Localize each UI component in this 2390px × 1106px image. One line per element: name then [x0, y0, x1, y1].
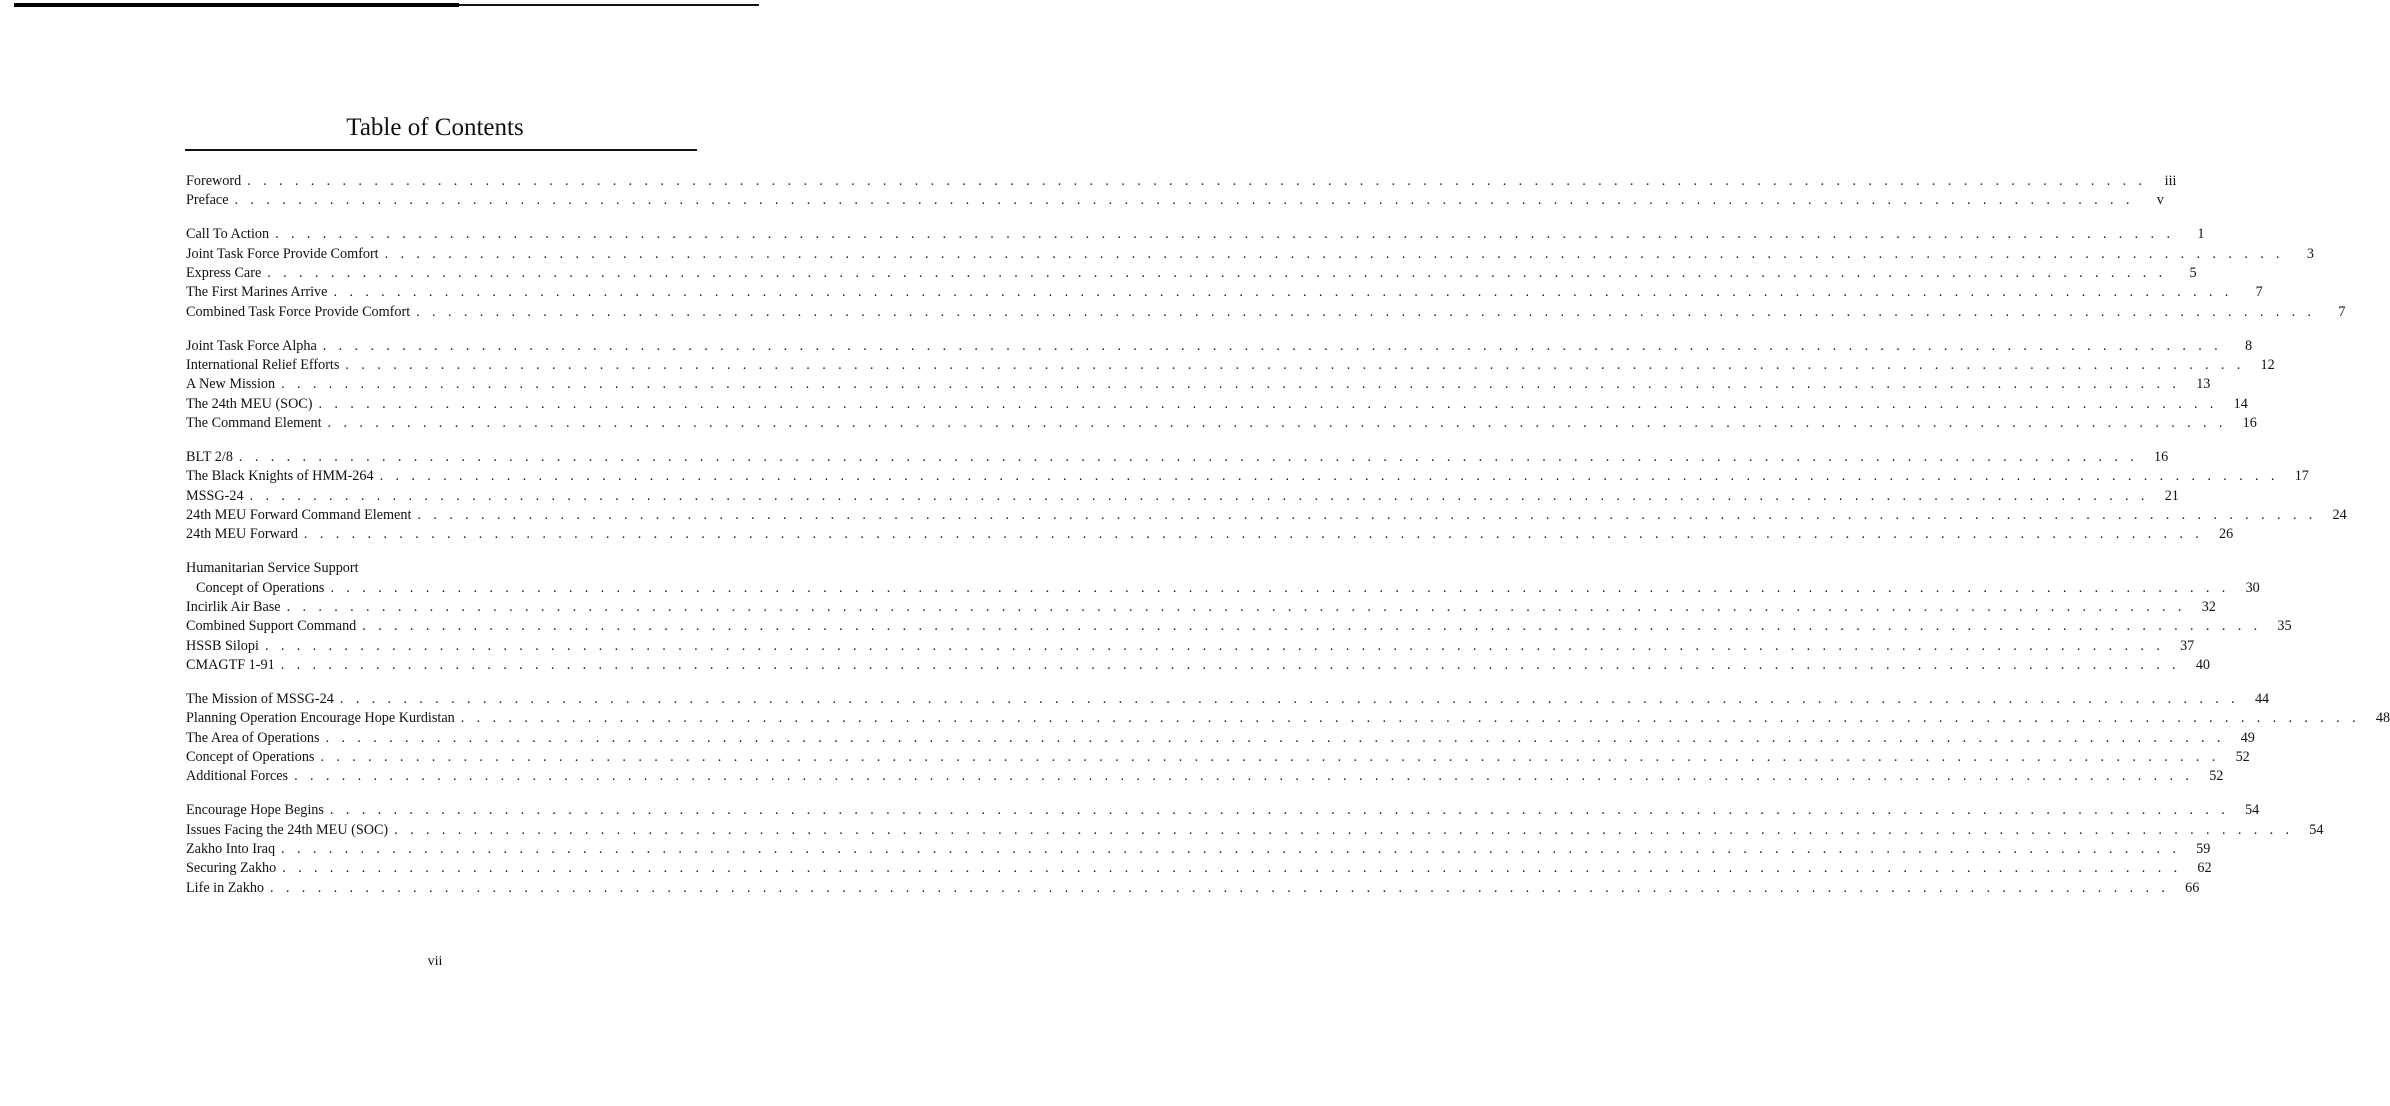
dot-leader: . . . . . . . . . . . . . . . . . . . . . . . . . . . . . . . . . . . . . . . . . . . . . . . . . . . . . . . . . . . . . . . . . . . . . . . . . . . . . . . . . . . . . . . . . . . . . . . . . . . . . . . . . . . . . . . . . . . . . . . .	[286, 598, 2186, 615]
toc-entry-title: The 24th MEU (SOC)	[186, 395, 313, 412]
dot-leader: . . . . . . . . . . . . . . . . . . . . . . . . . . . . . . . . . . . . . . . . . . . . . . . . . . . . . . . . . . . . . . . . . . . . . . . . . . . . . . . . . . . . . . . . . . . . . . . . . . . . . . . . . . . . . . . . . . . . . . . .	[282, 860, 2182, 877]
toc-entry-title: Securing Zakho	[186, 860, 277, 877]
toc-entry-page: 32	[2201, 598, 2216, 615]
dot-leader: . . . . . . . . . . . . . . . . . . . . . . . . . . . . . . . . . . . . . . . . . . . . . . . . . . . . . . . . . . . . . . . . . . . . . . . . . . . . . . . . . . . . . . . . . . . . . . . . . . . . . . . . . . . . . . . . . . . . . . . .	[417, 506, 2317, 523]
dot-leader: . . . . . . . . . . . . . . . . . . . . . . . . . . . . . . . . . . . . . . . . . . . . . . . . . . . . . . . . . . . . . . . . . . . . . . . . . . . . . . . . . . . . . . . . . . . . . . . . . . . . . . . . . . . . . . . . . . . . . . . .	[322, 337, 2223, 354]
dot-leader: . . . . . . . . . . . . . . . . . . . . . . . . . . . . . . . . . . . . . . . . . . . . . . . . . . . . . . . . . . . . . . . . . . . . . . . . . . . . . . . . . . . . . . . . . . . . . . . . . . . . . . . . . . . . . . . . . . . . . . . .	[320, 748, 2220, 765]
toc-entry[interactable]	[186, 225, 2205, 244]
toc-entry-title: The Command Element	[186, 414, 322, 431]
toc-entry[interactable]	[186, 690, 2270, 709]
dot-leader: . . . . . . . . . . . . . . . . . . . . . . . . . . . . . . . . . . . . . . . . . . . . . . . . . . . . . . . . . . . . . . . . . . . . . . . . . . . . . . . . . . . . . . . . . . . . . . . . . . . . . . . . . . . . . . . . . . . . . . . .	[330, 579, 2230, 596]
toc-entry-title: International Relief Efforts	[186, 356, 340, 373]
toc-entry-title: Combined Task Force Provide Comfort	[186, 303, 411, 320]
toc-entry-page: 3	[2306, 245, 2314, 262]
dot-leader: . . . . . . . . . . . . . . . . . . . . . . . . . . . . . . . . . . . . . . . . . . . . . . . . . . . . . . . . . . . . . . . . . . . . . . . . . . . . . . . . . . . . . . . . . . . . . . . . . . . . . . . . . . . . . . . . . . . . . . . .	[333, 284, 2233, 301]
toc-entry-page: 40	[2195, 656, 2210, 673]
toc-entry-title: BLT 2/8	[186, 448, 233, 465]
toc-entry[interactable]	[186, 637, 2195, 656]
toc-entry-page: 5	[2189, 264, 2197, 281]
dot-leader: . . . . . . . . . . . . . . . . . . . . . . . . . . . . . . . . . . . . . . . . . . . . . . . . . . . . . . . . . . . . . . . . . . . . . . . . . . . . . . . . . . . . . . . . . . . . . . . . . . . . . . . . . . . . . . . . . . . . . . . .	[384, 245, 2284, 262]
toc-entry[interactable]	[186, 729, 2255, 748]
toc-entry[interactable]	[186, 172, 2177, 191]
dot-leader: . . . . . . . . . . . . . . . . . . . . . . . . . . . . . . . . . . . . . . . . . . . . . . . . . . . . . . . . . . . . . . . . . . . . . . . . . . . . . . . . . . . . . . . . . . . . . . . . . . . . . . . . . . . . . . . . . . . . . . . .	[416, 303, 2316, 320]
toc-section	[186, 337, 2275, 434]
toc-entry-title: Joint Task Force Provide Comfort	[186, 245, 379, 262]
toc-entry-page: 30	[2245, 579, 2260, 596]
toc-entry[interactable]	[186, 283, 2263, 302]
toc-entry-page: 66	[2185, 879, 2200, 896]
dot-leader: . . . . . . . . . . . . . . . . . . . . . . . . . . . . . . . . . . . . . . . . . . . . . . . . . . . . . . . . . . . . . . . . . . . . . . . . . . . . . . . . . . . . . . . . . . . . . . . . . . . . . . . . . . . . . . . . . . . . . . . .	[329, 802, 2230, 819]
dot-leader	[365, 559, 667, 578]
toc-entry[interactable]	[186, 356, 2275, 375]
dot-leader: . . . . . . . . . . . . . . . . . . . . . . . . . . . . . . . . . . . . . . . . . . . . . . . . . . . . . . . . . . . . . . . . . . . . . . . . . . . . . . . . . . . . . . . . . . . . . . . . . . . . . . . . . . . . . . . . . . . . . . . .	[339, 690, 2240, 707]
toc-entry-title: Zakho Into Iraq	[186, 840, 276, 857]
toc-entry-title: Express Care	[186, 264, 262, 281]
toc-entry-page: 13	[2196, 376, 2211, 393]
toc-entry-page: 14	[2233, 395, 2248, 412]
toc-section	[186, 559, 2292, 675]
toc-entry-title: HSSB Silopi	[186, 637, 259, 654]
toc-entry-page: iii	[2164, 173, 2177, 189]
toc-section	[186, 690, 2390, 787]
toc-entry-title: The Black Knights of HMM-264	[186, 468, 374, 485]
dot-leader: . . . . . . . . . . . . . . . . . . . . . . . . . . . . . . . . . . . . . . . . . . . . . . . . . . . . . . . . . . . . . . . . . . . . . . . . . . . . . . . . . . . . . . . . . . . . . . . . . . . . . . . . . . . . . . . . . . . . . . . .	[280, 656, 2180, 673]
toc-entry-page: 49	[2240, 729, 2255, 746]
toc-entry-title: Joint Task Force Alpha	[186, 337, 317, 354]
toc-entry[interactable]	[186, 337, 2253, 356]
toc-entry-page: 21	[2164, 487, 2179, 504]
dot-leader: . . . . . . . . . . . . . . . . . . . . . . . . . . . . . . . . . . . . . . . . . . . . . . . . . . . . . . . . . . . . . . . . . . . . . . . . . . . . . . . . . . . . . . . . . . . . . . . . . . . . . . . . . . . . . . . . . . . . . . . .	[325, 729, 2225, 746]
toc-entry-page: 54	[2245, 802, 2260, 819]
toc-entry[interactable]	[186, 801, 2260, 820]
toc-entry[interactable]	[186, 191, 2164, 210]
toc-entry-page: 7	[2255, 284, 2263, 301]
toc-entry[interactable]	[186, 879, 2200, 898]
toc-entry-page: 17	[2294, 468, 2309, 485]
toc-entry-title: CMAGTF 1-91	[186, 656, 275, 673]
toc-entry[interactable]	[186, 617, 2292, 636]
toc-entry[interactable]	[186, 656, 2210, 675]
toc-section	[186, 172, 2177, 211]
dot-leader: . . . . . . . . . . . . . . . . . . . . . . . . . . . . . . . . . . . . . . . . . . . . . . . . . . . . . . . . . . . . . . . . . . . . . . . . . . . . . . . . . . . . . . . . . . . . . . . . . . . . . . . . . . . . . . . . . . . . . . . .	[275, 226, 2175, 243]
toc-entry-title: 24th MEU Forward	[186, 526, 298, 543]
toc-entry-page: 35	[2277, 618, 2292, 635]
toc-entry-title: Combined Support Command	[186, 618, 357, 635]
scan-edge-line	[459, 4, 759, 6]
toc-entry-title: Foreword	[186, 173, 242, 189]
dot-leader: . . . . . . . . . . . . . . . . . . . . . . . . . . . . . . . . . . . . . . . . . . . . . . . . . . . . . . . . . . . . . . . . . . . . . . . . . . . . . . . . . . . . . . . . . . . . . . . . . . . . . . . . . . . . . . . . . . . . . . . .	[460, 710, 2361, 727]
toc-entry[interactable]	[186, 487, 2179, 506]
dot-leader: . . . . . . . . . . . . . . . . . . . . . . . . . . . . . . . . . . . . . . . . . . . . . . . . . . . . . . . . . . . . . . . . . . . . . . . . . . . . . . . . . . . . . . . . . . . . . . . . . . . . . . . . . . . . . . . . . . . . . . . .	[264, 637, 2165, 654]
toc-entry-page: 26	[2219, 526, 2234, 543]
toc-entry-title: Life in Zakho	[186, 879, 265, 896]
page-number: vii	[427, 954, 443, 969]
toc-entry[interactable]	[186, 375, 2211, 394]
toc-entry-title: Concept of Operations	[196, 579, 325, 596]
toc-entry[interactable]	[186, 598, 2216, 617]
dot-leader: . . . . . . . . . . . . . . . . . . . . . . . . . . . . . . . . . . . . . . . . . . . . . . . . . . . . . . . . . . . . . . . . . . . . . . . . . . . . . . . . . . . . . . . . . . . . . . . . . . . . . . . . . . . . . . . . . . . . . . . .	[249, 487, 2149, 504]
dot-leader: . . . . . . . . . . . . . . . . . . . . . . . . . . . . . . . . . . . . . . . . . . . . . . . . . . . . . . . . . . . . . . . . . . . . . . . . . . . . . . . . . . . . . . . . . . . . . . . . . . . . . . . . . . . . . . . . . . . . . . . .	[238, 448, 2139, 465]
toc-entry-page: 44	[2254, 690, 2270, 707]
toc-entry-title: Planning Operation Encourage Hope Kurdistan	[186, 710, 455, 727]
toc-entry-page: 54	[2309, 821, 2324, 838]
toc-entry[interactable]	[186, 264, 2197, 283]
toc-entry-title: Encourage Hope Begins	[186, 802, 324, 819]
dot-leader: . . . . . . . . . . . . . . . . . . . . . . . . . . . . . . . . . . . . . . . . . . . . . . . . . . . . . . . . . . . . . . . . . . . . . . . . . . . . . . . . . . . . . . . . . . . . . . . . . . . . . . . . . . . . . . . . . . . . . . . .	[267, 264, 2167, 281]
dot-leader: . . . . . . . . . . . . . . . . . . . . . . . . . . . . . . . . . . . . . . . . . . . . . . . . . . . . . . . . . . . . . . . . . . . . . . . . . . . . . . . . . . . . . . . . . . . . . . . . . . . . . . . . . . . . . . . . . . . . . . . .	[247, 173, 2147, 189]
toc-entry[interactable]	[186, 467, 2309, 486]
title-rule	[185, 149, 697, 151]
toc-entry-page: 24	[2332, 506, 2347, 523]
toc-entry-title: The Area of Operations	[186, 729, 320, 746]
dot-leader: . . . . . . . . . . . . . . . . . . . . . . . . . . . . . . . . . . . . . . . . . . . . . . . . . . . . . . . . . . . . . . . . . . . . . . . . . . . . . . . . . . . . . . . . . . . . . . . . . . . . . . . . . . . . . . . . . . . . . . . .	[234, 192, 2134, 209]
toc-entry-title: Additional Forces	[186, 768, 289, 785]
toc-entry-page: 16	[2154, 448, 2169, 465]
toc-entry-title: Preface	[186, 192, 229, 209]
dot-leader: . . . . . . . . . . . . . . . . . . . . . . . . . . . . . . . . . . . . . . . . . . . . . . . . . . . . . . . . . . . . . . . . . . . . . . . . . . . . . . . . . . . . . . . . . . . . . . . . . . . . . . . . . . . . . . . . . . . . . . . .	[318, 395, 2218, 412]
toc-entry[interactable]	[186, 859, 2212, 878]
toc-section	[186, 225, 2346, 322]
toc-entry[interactable]	[186, 579, 2260, 598]
toc-entry-page: 12	[2260, 356, 2275, 373]
toc-section	[186, 448, 2347, 545]
toc-entry-page: 52	[2235, 748, 2250, 765]
toc-entry-title: Call To Action	[186, 226, 270, 243]
toc-entry[interactable]	[186, 414, 2257, 433]
dot-leader: . . . . . . . . . . . . . . . . . . . . . . . . . . . . . . . . . . . . . . . . . . . . . . . . . . . . . . . . . . . . . . . . . . . . . . . . . . . . . . . . . . . . . . . . . . . . . . . . . . . . . . . . . . . . . . . . . . . . . . . .	[379, 468, 2279, 485]
toc-entry-page: 8	[2244, 337, 2253, 354]
toc-entry-title: Issues Facing the 24th MEU (SOC)	[186, 821, 389, 838]
toc-entry-page: v	[2156, 192, 2164, 209]
toc-entry-page: 52	[2209, 768, 2224, 785]
toc-entry[interactable]	[186, 525, 2234, 544]
toc-entry-title: 24th MEU Forward Command Element	[186, 506, 412, 523]
toc-entry[interactable]	[186, 559, 697, 578]
dot-leader: . . . . . . . . . . . . . . . . . . . . . . . . . . . . . . . . . . . . . . . . . . . . . . . . . . . . . . . . . . . . . . . . . . . . . . . . . . . . . . . . . . . . . . . . . . . . . . . . . . . . . . . . . . . . . . . . . . . . . . . .	[303, 526, 2204, 543]
table-of-contents	[186, 172, 2390, 913]
toc-section	[186, 801, 2324, 898]
toc-entry-title: A New Mission	[186, 376, 276, 393]
toc-entry-title: The First Marines Arrive	[186, 284, 328, 301]
toc-entry-page: 16	[2242, 414, 2257, 431]
dot-leader: . . . . . . . . . . . . . . . . . . . . . . . . . . . . . . . . . . . . . . . . . . . . . . . . . . . . . . . . . . . . . . . . . . . . . . . . . . . . . . . . . . . . . . . . . . . . . . . . . . . . . . . . . . . . . . . . . . . . . . . .	[394, 821, 2294, 838]
toc-entry-title: MSSG-24	[186, 487, 244, 504]
toc-entry[interactable]	[186, 709, 2390, 728]
toc-entry[interactable]	[186, 303, 2346, 322]
toc-entry[interactable]	[186, 821, 2324, 840]
dot-leader: . . . . . . . . . . . . . . . . . . . . . . . . . . . . . . . . . . . . . . . . . . . . . . . . . . . . . . . . . . . . . . . . . . . . . . . . . . . . . . . . . . . . . . . . . . . . . . . . . . . . . . . . . . . . . . . . . . . . . . . .	[281, 376, 2181, 393]
dot-leader: . . . . . . . . . . . . . . . . . . . . . . . . . . . . . . . . . . . . . . . . . . . . . . . . . . . . . . . . . . . . . . . . . . . . . . . . . . . . . . . . . . . . . . . . . . . . . . . . . . . . . . . . . . . . . . . . . . . . . . . .	[327, 414, 2227, 431]
toc-entry[interactable]	[186, 245, 2314, 264]
toc-entry[interactable]	[186, 448, 2169, 467]
toc-entry-title: The Mission of MSSG-24	[186, 690, 334, 707]
toc-entry[interactable]	[186, 840, 2211, 859]
toc-entry[interactable]	[186, 395, 2248, 414]
toc-entry[interactable]	[186, 748, 2250, 767]
toc-entry-page: 59	[2196, 840, 2211, 857]
toc-entry-title: Humanitarian Service Support	[186, 560, 359, 577]
dot-leader: . . . . . . . . . . . . . . . . . . . . . . . . . . . . . . . . . . . . . . . . . . . . . . . . . . . . . . . . . . . . . . . . . . . . . . . . . . . . . . . . . . . . . . . . . . . . . . . . . . . . . . . . . . . . . . . . . . . . . . . .	[345, 356, 2245, 373]
toc-entry-page: 48	[2375, 710, 2390, 727]
dot-leader: . . . . . . . . . . . . . . . . . . . . . . . . . . . . . . . . . . . . . . . . . . . . . . . . . . . . . . . . . . . . . . . . . . . . . . . . . . . . . . . . . . . . . . . . . . . . . . . . . . . . . . . . . . . . . . . . . . . . . . . .	[362, 618, 2262, 635]
dot-leader: . . . . . . . . . . . . . . . . . . . . . . . . . . . . . . . . . . . . . . . . . . . . . . . . . . . . . . . . . . . . . . . . . . . . . . . . . . . . . . . . . . . . . . . . . . . . . . . . . . . . . . . . . . . . . . . . . . . . . . . .	[281, 840, 2181, 857]
toc-entry[interactable]	[186, 506, 2347, 525]
toc-entry-title: Concept of Operations	[186, 748, 315, 765]
page-title: Table of Contents	[346, 114, 524, 141]
toc-entry[interactable]	[186, 767, 2224, 786]
toc-entry-page: 62	[2197, 860, 2212, 877]
toc-entry-page: 7	[2338, 303, 2346, 320]
toc-entry-page	[667, 559, 697, 578]
dot-leader: . . . . . . . . . . . . . . . . . . . . . . . . . . . . . . . . . . . . . . . . . . . . . . . . . . . . . . . . . . . . . . . . . . . . . . . . . . . . . . . . . . . . . . . . . . . . . . . . . . . . . . . . . . . . . . . . . . . . . . . .	[270, 879, 2170, 896]
toc-entry-page: 1	[2197, 226, 2205, 243]
toc-entry-title: Incirlik Air Base	[186, 598, 281, 615]
toc-entry-page: 37	[2180, 637, 2195, 654]
dot-leader: . . . . . . . . . . . . . . . . . . . . . . . . . . . . . . . . . . . . . . . . . . . . . . . . . . . . . . . . . . . . . . . . . . . . . . . . . . . . . . . . . . . . . . . . . . . . . . . . . . . . . . . . . . . . . . . . . . . . . . . .	[294, 768, 2194, 785]
scan-edge-bar	[14, 3, 459, 7]
